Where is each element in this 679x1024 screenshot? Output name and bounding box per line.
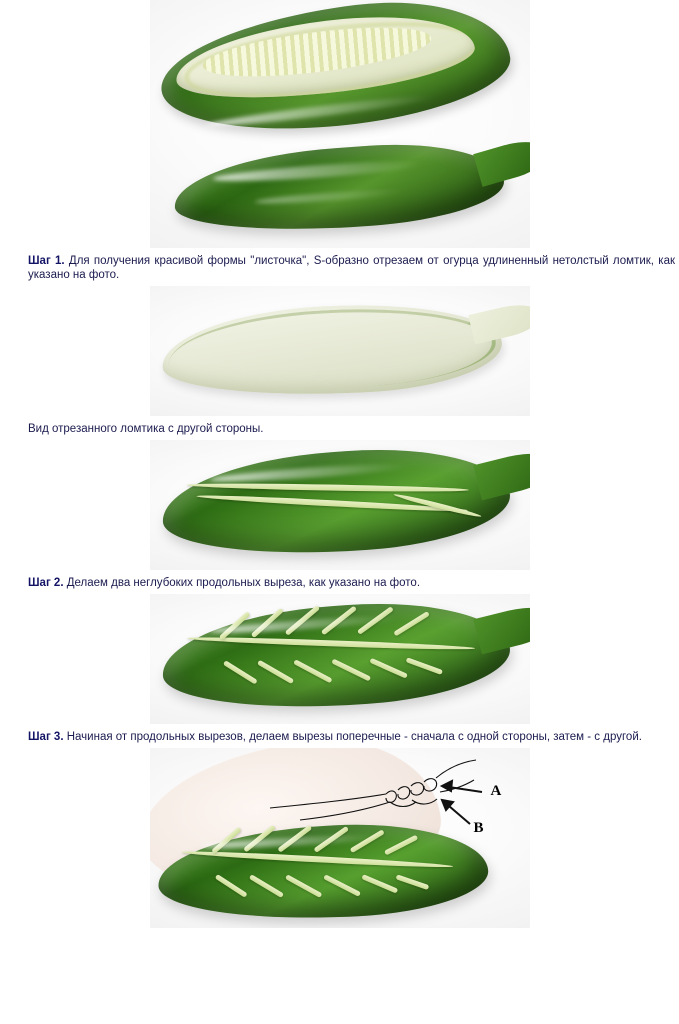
transverse-cut — [248, 874, 283, 898]
highlight — [254, 187, 404, 205]
transverse-cut — [293, 659, 332, 683]
transverse-cut — [383, 835, 417, 856]
step-text-2: Делаем два неглубоких продольных выреза, как указано на фото. — [63, 577, 421, 589]
caption-step-2 — [0, 570, 679, 594]
label-a: A — [490, 783, 502, 799]
transverse-cut — [405, 657, 442, 675]
caption-step-3 — [0, 724, 679, 748]
transverse-cut — [323, 874, 361, 897]
transverse-cut — [369, 658, 408, 679]
transverse-cut — [214, 874, 247, 898]
longitudinal-cut-upper — [186, 482, 468, 493]
transverse-cut — [331, 659, 371, 682]
figure-cucumber-halved-and-whole — [0, 0, 679, 248]
transverse-cut — [222, 660, 257, 684]
figure-cucumber-slice-longitudinal-cuts — [0, 440, 679, 570]
transverse-cut — [395, 874, 429, 890]
midrib-cut — [187, 635, 475, 651]
photo-canvas — [150, 748, 530, 928]
step-label-3: Шаг 3. — [28, 731, 64, 743]
caption-other-side — [0, 416, 679, 440]
caption-text-other-side: Вид отрезанного ломтика с другой стороны. — [28, 423, 264, 435]
step-text-3: Начиная от продольных вырезов, делаем вырезы поперечные - сначала с одной стороны, затем - с другой. — [63, 731, 642, 743]
step-text-1: Для получения красивой формы "листочка", S-образно отрезаем от огурца удлиненный нетолстый ломтик, как указано на фото. — [28, 255, 675, 281]
step-label-1: Шаг 1. — [28, 255, 65, 267]
transverse-cut — [256, 660, 293, 684]
transverse-cut — [393, 611, 430, 636]
highlight — [212, 158, 422, 185]
transverse-cut — [284, 874, 321, 898]
transverse-cut — [361, 874, 398, 893]
photo-canvas — [150, 440, 530, 570]
photo-canvas — [150, 286, 530, 416]
label-b: B — [473, 820, 484, 836]
figure-cucumber-slice-inner-side — [0, 286, 679, 416]
photo-canvas — [150, 594, 530, 724]
photo-canvas — [150, 0, 530, 248]
caption-step-1 — [0, 248, 679, 286]
figure-leaf-diagram — [0, 748, 679, 928]
step-label-2: Шаг 2. — [28, 577, 64, 589]
figure-cucumber-slice-transverse-cuts — [0, 594, 679, 724]
